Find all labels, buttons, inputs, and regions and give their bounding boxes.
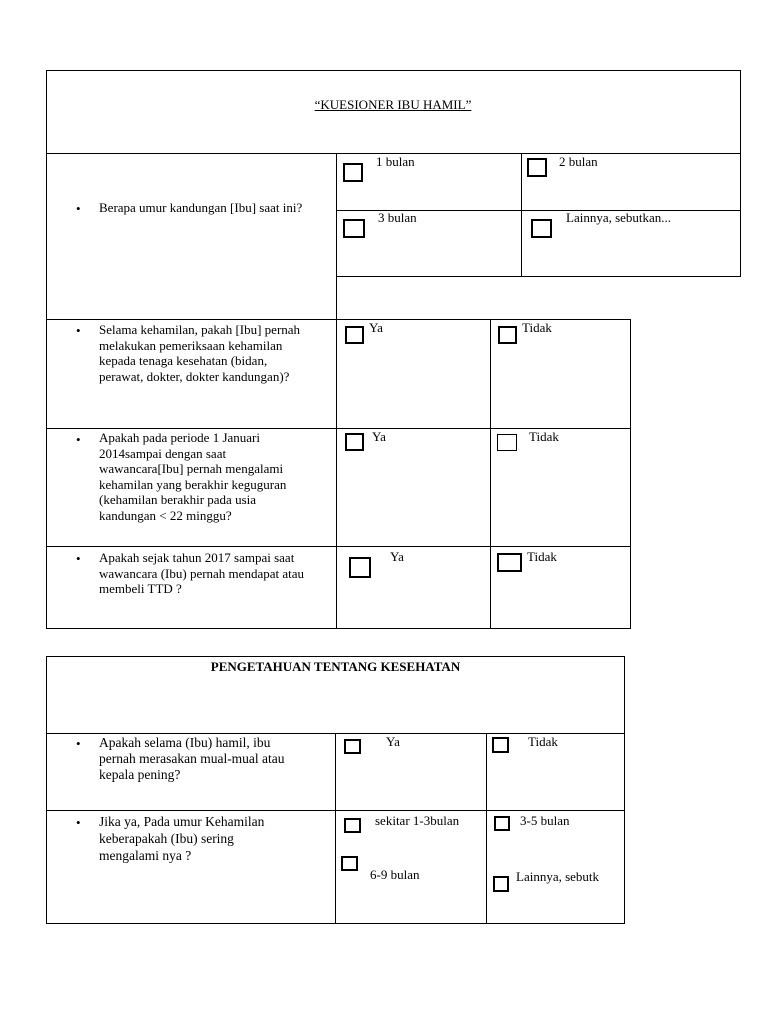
- option-label-q3-ya: Ya: [372, 429, 386, 444]
- option-label-lainnya-t2: Lainnya, sebutk: [516, 869, 600, 884]
- bullet: •: [76, 201, 81, 216]
- checkbox-q4-ya[interactable]: [349, 557, 371, 578]
- questionnaire-title: “KUESIONER IBU HAMIL”: [314, 97, 472, 112]
- bullet: •: [76, 736, 81, 751]
- option-label-2-bulan: 2 bulan: [559, 154, 598, 169]
- section-title-health-knowledge: PENGETAHUAN TENTANG KESEHATAN: [210, 659, 461, 674]
- option-label-1-bulan: 1 bulan: [376, 154, 415, 169]
- option-label-3-bulan: 3 bulan: [378, 210, 417, 225]
- checkbox-q3-ya[interactable]: [345, 433, 364, 451]
- checkbox-q2-tidak[interactable]: [498, 326, 517, 344]
- checkbox-2-bulan[interactable]: [527, 158, 547, 177]
- option-label-q4-tidak: Tidak: [527, 549, 557, 564]
- bullet: •: [76, 551, 81, 566]
- option-label-t2q1-ya: Ya: [386, 734, 400, 749]
- question-ttd: Apakah sejak tahun 2017 sampai saat wawancara (Ibu) pernah mendapat atau membeli TTD ?: [99, 550, 304, 596]
- option-label-q3-tidak: Tidak: [529, 429, 559, 444]
- checkbox-1-3-bulan[interactable]: [344, 818, 361, 833]
- option-label-3-5-bulan: 3-5 bulan: [520, 813, 570, 828]
- checkbox-lainnya-t2[interactable]: [493, 876, 509, 892]
- checkbox-3-bulan[interactable]: [343, 219, 365, 238]
- checkbox-q4-tidak[interactable]: [497, 553, 522, 572]
- checkbox-q3-tidak[interactable]: [497, 434, 517, 451]
- option-label-t2q1-tidak: Tidak: [528, 734, 558, 749]
- option-label-lainnya: Lainnya, sebutkan...: [566, 210, 672, 225]
- checkbox-3-5-bulan[interactable]: [494, 816, 510, 831]
- question-nausea: Apakah selama (Ibu) hamil, ibu pernah merasakan mual-mual atau kepala pening?: [99, 735, 285, 782]
- option-label-q2-tidak: Tidak: [522, 320, 552, 335]
- question-miscarriage: Apakah pada periode 1 Januari 2014sampai dengan saat wawancara[Ibu] pernah mengalami kehamilan yang berakhir keguguran (kehamilan berakhir pada usia kandungan < 22 minggu?: [99, 430, 287, 523]
- bullet: •: [76, 323, 81, 338]
- option-label-6-9-bulan: 6-9 bulan: [370, 867, 420, 882]
- option-label-1-3-bulan: sekitar 1-3bulan: [375, 813, 460, 828]
- bullet: •: [76, 815, 81, 830]
- checkbox-6-9-bulan[interactable]: [341, 856, 358, 871]
- checkbox-1-bulan[interactable]: [343, 163, 363, 182]
- checkbox-q2-ya[interactable]: [345, 326, 364, 344]
- option-label-q4-ya: Ya: [390, 549, 404, 564]
- question-nausea-timing: Jika ya, Pada umur Kehamilan keberapakah (Ibu) sering mengalami nya ?: [99, 814, 265, 863]
- checkbox-t2q1-tidak[interactable]: [492, 737, 509, 753]
- option-label-q2-ya: Ya: [369, 320, 383, 335]
- checkbox-lainnya[interactable]: [531, 219, 552, 238]
- question-prenatal-checkup: Selama kehamilan, pakah [Ibu] pernah melakukan pemeriksaan kehamilan kepada tenaga kesehatan (bidan, perawat, dokter, dokter kandungan)?: [99, 322, 301, 384]
- question-pregnancy-age: Berapa umur kandungan [Ibu] saat ini?: [99, 200, 303, 215]
- checkbox-t2q1-ya[interactable]: [344, 739, 361, 754]
- bullet: •: [76, 432, 81, 447]
